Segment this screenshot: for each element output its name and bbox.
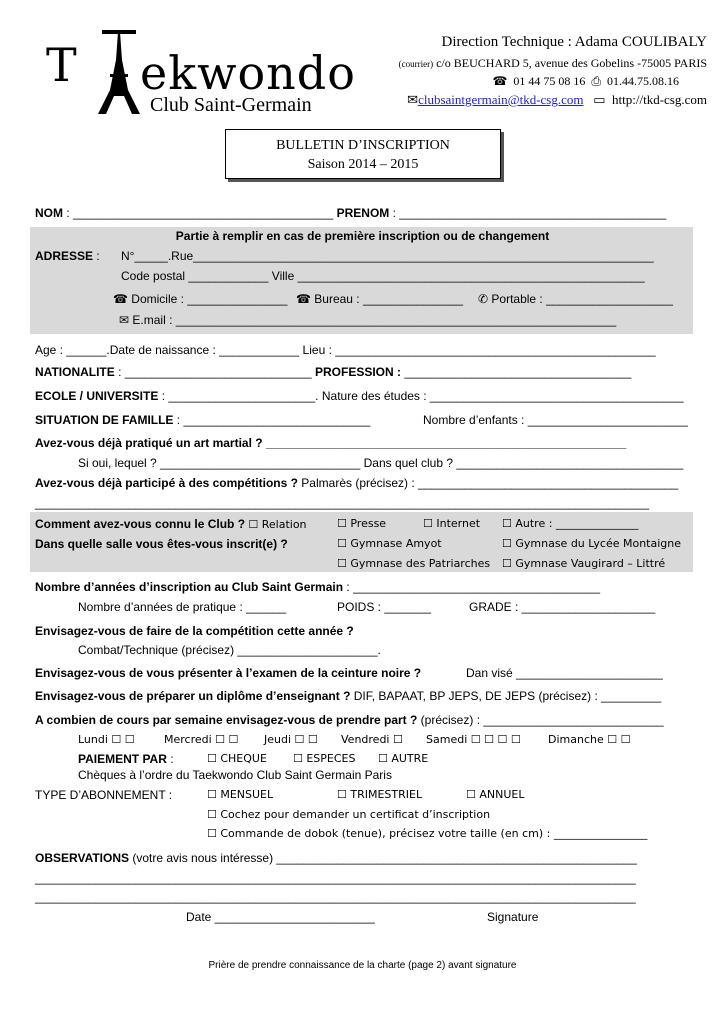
code-postal-field[interactable]: Code postal ____________ Ville ____________________________________________________ [121,269,645,283]
envelope-icon: ✉ [407,92,419,107]
combat-field[interactable]: Combat/Technique (précisez) _____________________. [78,643,381,657]
enfants-field[interactable]: Nombre d’enfants : ________________________ [423,413,688,427]
nationalite-field[interactable]: : ____________________________ [114,365,315,379]
lundi-checkboxes[interactable]: Lundi ☐ ☐ [78,733,135,746]
salle-question: Dans quelle salle vous êtes-vous inscrit(e) ? [35,537,288,551]
gym-montaigne-checkbox[interactable]: ☐ Gymnase du Lycée Montaigne [502,537,681,550]
eiffel-tower-icon [88,30,148,116]
certificat-checkbox[interactable]: ☐ Cochez pour demander un certificat d’inscription [207,808,491,821]
annees-club-field[interactable]: : _____________________________________ [343,580,600,594]
rue-field[interactable]: N°_____.Rue_____________________________________________________________________ [121,249,654,263]
paiement-sep: : [166,752,174,766]
situation-label: SITUATION DE FAMILLE [35,413,174,427]
ceinture-noire-question: Envisagez-vous de vous présenter à l’examen de la ceinture noire ? [35,666,422,680]
postal-address [399,56,707,71]
abonnement-label: TYPE D’ABONNEMENT : [35,788,173,802]
competitions-question: Avez-vous déjà participé à des compétitions ? [35,476,298,490]
nom-label: NOM [35,206,63,220]
lequel-field[interactable]: Si oui, lequel ? ______________________________ Dans quel club ? __________________________________ [78,456,684,470]
website-link[interactable]: http://tkd-csg.com [612,92,707,107]
nationalite-row [35,365,631,379]
internet-checkbox[interactable]: ☐ Internet [423,517,481,530]
adresse-sep: : [93,249,100,263]
phone-number: 01 44 75 08 16 [513,74,586,88]
annees-pratique-field[interactable]: Nombre d’années de pratique : ______ [78,600,287,614]
situation-row [35,413,370,427]
logo-letter: T [46,38,78,92]
fax-icon: ⎙ [591,74,601,88]
title-box [225,129,501,179]
cheques-ordre: Chèques à l’ordre du Taekwondo Club Saint Germain Paris [78,768,392,782]
competition-question: Envisagez-vous de faire de la compétition cette année ? [35,624,354,638]
ecole-label: ECOLE / UNIVERSITE [35,389,159,403]
palmares-field[interactable]: Palmarès (précisez) : _______________________________________ [297,476,679,490]
diplome-question: Envisagez-vous de préparer un diplôme d’enseignant ? [35,689,351,703]
mercredi-checkboxes[interactable]: Mercredi ☐ ☐ [164,733,239,746]
footer-note: Prière de prendre connaissance de la charte (page 2) avant signature [208,960,517,971]
gym-patriarches-checkbox[interactable]: ☐ Gymnase des Patriarches [337,557,491,570]
domicile-field[interactable]: ☎ Domicile : _______________ [113,292,288,306]
jeudi-checkboxes[interactable]: Jeudi ☐ ☐ [264,733,318,746]
season: Saison 2014 – 2015 [307,157,419,172]
prenom-field[interactable]: : ________________________________________ [389,206,667,220]
nom-field[interactable]: : _______________________________________ [63,206,337,220]
mensuel-checkbox[interactable]: ☐ MENSUEL [207,788,274,801]
connu-question: Comment avez-vous connu le Club ? [35,517,246,531]
partie-heading: Partie à remplir en cas de première inscription ou de changement [175,229,550,243]
especes-checkbox[interactable]: ☐ ESPECES [293,752,356,765]
trimestriel-checkbox[interactable]: ☐ TRIMESTRIEL [337,788,423,801]
grade-field[interactable]: GRADE : ____________________ [469,600,656,614]
dan-vise-field[interactable]: Dan visé ______________________ [466,666,663,680]
annuel-checkbox[interactable]: ☐ ANNUEL [466,788,525,801]
email-link[interactable]: clubsaintgermain@tkd-csg.com [418,92,584,107]
direction-technique: Direction Technique : Adama COULIBALY [441,34,707,50]
situation-field[interactable]: : ____________________________ [173,413,371,427]
ecole-field[interactable]: : ______________________. Nature des études : ______________________________________ [158,389,684,403]
phone-fax [492,74,679,89]
gym-vaugirard-checkbox[interactable]: ☐ Gymnase Vaugirard – Littré [502,557,666,570]
telephone-icon: ☎ [492,74,508,88]
profession-field[interactable]: __________________________________ [401,365,632,379]
contact-line [407,92,707,108]
ecole-row [35,389,684,403]
email-field[interactable]: ✉ E.mail : __________________________________________________________________ [119,313,617,327]
paiement-label: PAIEMENT PAR [78,752,167,766]
annees-club-label: Nombre d’années d’inscription au Club Saint Germain [35,580,344,594]
observations-line-2[interactable]: __________________________________________________________________________________________ [35,871,636,885]
dimanche-checkboxes[interactable]: Dimanche ☐ ☐ [548,733,631,746]
autre-paiement-checkbox[interactable]: ☐ AUTRE [378,752,429,765]
cheque-checkbox[interactable]: ☐ CHEQUE [207,752,267,765]
observations-line-3[interactable]: __________________________________________________________________________________________ [35,890,636,904]
gym-amyot-checkbox[interactable]: ☐ Gymnase Amyot [337,537,442,550]
date-field[interactable]: Date ________________________ [186,910,375,924]
dobok-checkbox[interactable]: ☐ Commande de dobok (tenue), précisez votre taille (en cm) : _________________ [207,827,648,840]
courrier-label: (courrier) [398,59,434,69]
fax-number: 01.44.75.08.16 [607,74,679,88]
palmares-line[interactable]: ____________________________________________________________________________________________ [35,496,649,510]
nom-prenom-row [35,206,666,220]
form-title: BULLETIN D’INSCRIPTION [276,138,450,153]
cours-question: A combien de cours par semaine envisagez-vous de prendre part ? [35,713,418,727]
connu-row [35,517,307,531]
adresse-row [35,249,100,263]
autre-checkbox[interactable]: ☐ Autre : _______________ [502,517,639,530]
observations-field[interactable]: (votre avis nous intéresse) ______________________________________________________ [129,851,637,865]
competitions-row [35,476,678,490]
cours-row [35,713,664,727]
relation-checkbox[interactable]: ☐ Relation [248,518,307,531]
bureau-field[interactable]: ☎ Bureau : _______________ [296,292,464,306]
observations-label: OBSERVATIONS [35,851,130,865]
diplome-field[interactable]: DIF, BAPAAT, BP JEPS, DE JEPS (précisez) : _________ [350,689,662,703]
paiement-row [78,752,174,766]
observations-row [35,851,637,865]
samedi-checkboxes[interactable]: Samedi ☐ ☐ ☐ ☐ [426,733,521,746]
age-row[interactable]: Age : ______.Date de naissance : ____________ Lieu : ________________________________________________ [35,343,656,357]
logo-title: ekwondo [140,46,356,100]
art-martial-question[interactable]: Avez-vous déjà pratiqué un art martial ? ______________________________________________________ [35,436,627,450]
cours-field[interactable]: (précisez) : ___________________________ [417,713,664,727]
signature-label: Signature [487,910,539,924]
presse-checkbox[interactable]: ☐ Presse [337,517,387,530]
logo-subtitle: Club Saint-Germain [150,94,312,116]
diplome-row [35,689,661,703]
profession-label: PROFESSION : [314,365,401,379]
computer-icon: ▭ [593,92,606,107]
poids-field[interactable]: POIDS : _______ [337,600,432,614]
portable-field[interactable]: ✆ Portable : ___________________ [478,292,673,306]
adresse-label: ADRESSE [35,249,94,263]
annees-club-row [35,580,600,594]
nationalite-label: NATIONALITE [35,365,115,379]
prenom-label: PRENOM [336,206,390,220]
vendredi-checkbox[interactable]: Vendredi ☐ [341,733,403,746]
address-text: c/o BEUCHARD 5, avenue des Gobelins -75005 PARIS [436,56,707,70]
